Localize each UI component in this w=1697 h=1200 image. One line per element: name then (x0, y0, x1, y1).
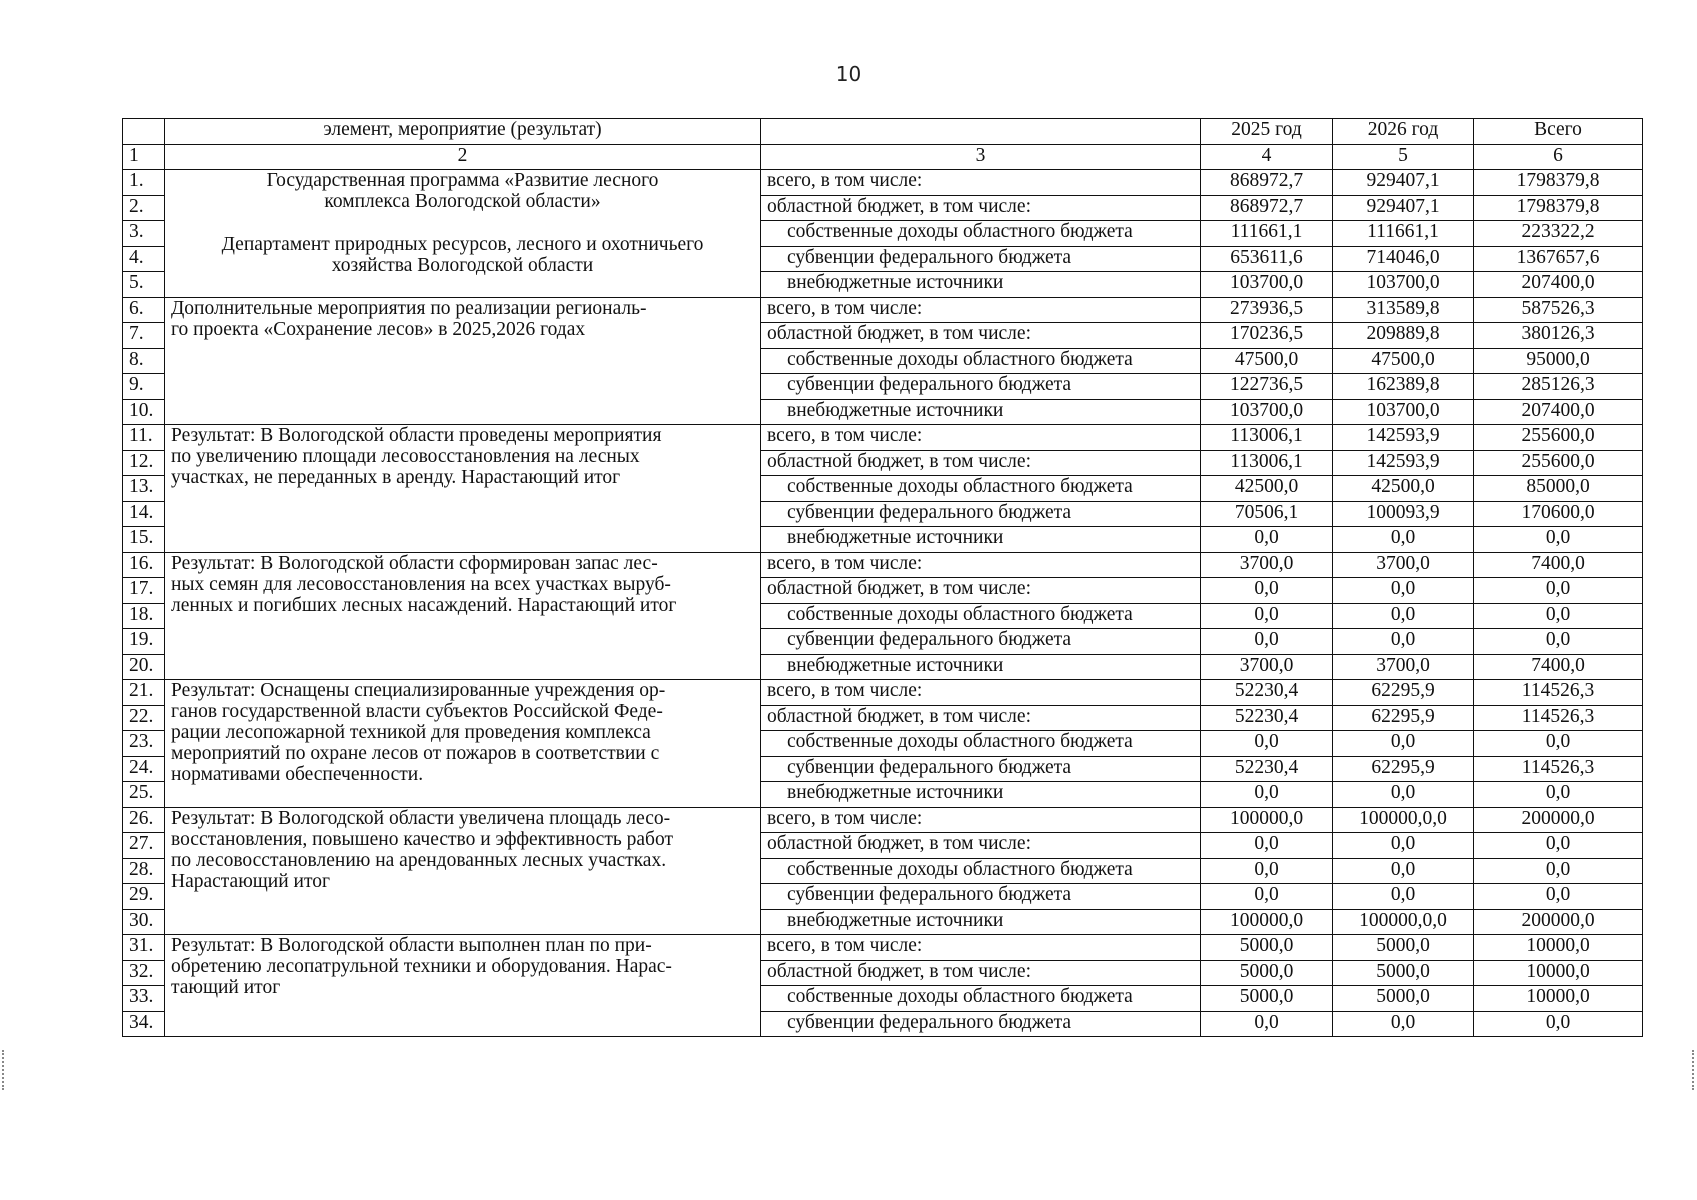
funding-source: внебюджетные источники (761, 654, 1201, 680)
amount-total: 1798379,8 (1474, 195, 1643, 221)
row-number: 10. (123, 399, 165, 425)
amount-2025: 5000,0 (1201, 960, 1333, 986)
row-number: 16. (123, 552, 165, 578)
amount-total: 380126,3 (1474, 323, 1643, 349)
funding-source: областной бюджет, в том числе: (761, 323, 1201, 349)
amount-2026: 142593,9 (1333, 450, 1474, 476)
amount-total: 114526,3 (1474, 756, 1643, 782)
row-number: 13. (123, 476, 165, 502)
amount-2026: 100000,0,0 (1333, 807, 1474, 833)
table-row (123, 297, 1643, 323)
amount-total: 10000,0 (1474, 935, 1643, 961)
funding-source: внебюджетные источники (761, 909, 1201, 935)
amount-total: 114526,3 (1474, 680, 1643, 706)
amount-2025: 5000,0 (1201, 935, 1333, 961)
amount-total: 285126,3 (1474, 374, 1643, 400)
element-text-line: по лесовосстановлению на арендованных лесных участках. (171, 849, 667, 871)
row-number: 5. (123, 272, 165, 298)
amount-2025: 113006,1 (1201, 450, 1333, 476)
amount-2025: 52230,4 (1201, 705, 1333, 731)
amount-2026: 103700,0 (1333, 272, 1474, 298)
element-text-line: тающий итог (171, 977, 281, 998)
amount-2025: 868972,7 (1201, 195, 1333, 221)
element-description (165, 297, 761, 425)
funding-source: внебюджетные источники (761, 399, 1201, 425)
amount-total: 7400,0 (1474, 654, 1643, 680)
amount-2025: 0,0 (1201, 527, 1333, 553)
amount-2025: 653611,6 (1201, 246, 1333, 272)
amount-2025: 5000,0 (1201, 986, 1333, 1012)
amount-2026: 103700,0 (1333, 399, 1474, 425)
amount-2026: 5000,0 (1333, 986, 1474, 1012)
amount-total: 1798379,8 (1474, 170, 1643, 196)
funding-source: всего, в том числе: (761, 935, 1201, 961)
amount-total: 1367657,6 (1474, 246, 1643, 272)
row-number: 19. (123, 629, 165, 655)
row-number: 9. (123, 374, 165, 400)
amount-2026: 0,0 (1333, 527, 1474, 553)
row-number: 30. (123, 909, 165, 935)
header-element-title: элемент, мероприятие (результат) (165, 119, 761, 145)
amount-2025: 0,0 (1201, 603, 1333, 629)
amount-2025: 47500,0 (1201, 348, 1333, 374)
funding-source: всего, в том числе: (761, 425, 1201, 451)
funding-source: субвенции федерального бюджета (761, 246, 1201, 272)
header-col-number-5: 5 (1333, 144, 1474, 170)
scan-edge-mark-left (2, 1050, 8, 1090)
element-description (165, 425, 761, 553)
funding-source: областной бюджет, в том числе: (761, 450, 1201, 476)
amount-2026: 0,0 (1333, 1011, 1474, 1037)
amount-total: 10000,0 (1474, 986, 1643, 1012)
amount-2025: 0,0 (1201, 731, 1333, 757)
row-number: 12. (123, 450, 165, 476)
amount-total: 0,0 (1474, 578, 1643, 604)
row-number: 33. (123, 986, 165, 1012)
element-description (165, 552, 761, 680)
row-number: 28. (123, 858, 165, 884)
amount-2026: 3700,0 (1333, 654, 1474, 680)
table-row (123, 552, 1643, 578)
scan-edge-mark-right (1692, 1050, 1697, 1090)
element-text-line: по увеличению площади лесовосстановления на лесных (171, 446, 640, 467)
amount-2025: 100000,0 (1201, 807, 1333, 833)
element-text-line: ганов государственной власти субъектов Российской Феде- (171, 701, 663, 722)
funding-source: собственные доходы областного бюджета (761, 348, 1201, 374)
amount-2025: 122736,5 (1201, 374, 1333, 400)
row-number: 34. (123, 1011, 165, 1037)
row-number: 23. (123, 731, 165, 757)
table-row (123, 807, 1643, 833)
row-number: 17. (123, 578, 165, 604)
header-row-titles (123, 119, 1643, 145)
amount-2026: 0,0 (1333, 884, 1474, 910)
funding-source: областной бюджет, в том числе: (761, 705, 1201, 731)
element-text-line: Нарастающий итог (171, 870, 330, 892)
amount-2025: 0,0 (1201, 578, 1333, 604)
amount-2025: 0,0 (1201, 1011, 1333, 1037)
funding-source: субвенции федерального бюджета (761, 884, 1201, 910)
row-number: 25. (123, 782, 165, 808)
funding-source: собственные доходы областного бюджета (761, 986, 1201, 1012)
page-number: 10 (835, 62, 862, 86)
row-number: 6. (123, 297, 165, 323)
element-text-line: рации лесопожарной техникой для проведения комплекса (171, 722, 651, 743)
funding-source: собственные доходы областного бюджета (761, 221, 1201, 247)
amount-2026: 0,0 (1333, 731, 1474, 757)
funding-source: собственные доходы областного бюджета (761, 603, 1201, 629)
row-number: 24. (123, 756, 165, 782)
row-number: 26. (123, 807, 165, 833)
element-text-line: Дополнительные мероприятия по реализации региональ- (171, 297, 647, 319)
funding-source: субвенции федерального бюджета (761, 1011, 1201, 1037)
amount-2025: 868972,7 (1201, 170, 1333, 196)
amount-2026: 313589,8 (1333, 297, 1474, 323)
funding-source: областной бюджет, в том числе: (761, 960, 1201, 986)
header-col-number-2: 2 (165, 144, 761, 170)
amount-2026: 3700,0 (1333, 552, 1474, 578)
amount-2025: 0,0 (1201, 884, 1333, 910)
row-number: 27. (123, 833, 165, 859)
funding-source: областной бюджет, в том числе: (761, 833, 1201, 859)
funding-source: собственные доходы областного бюджета (761, 476, 1201, 502)
amount-total: 10000,0 (1474, 960, 1643, 986)
amount-2026: 0,0 (1333, 578, 1474, 604)
amount-total: 114526,3 (1474, 705, 1643, 731)
header-col-number-1: 1 (123, 144, 165, 170)
amount-2026: 929407,1 (1333, 170, 1474, 196)
amount-2025: 113006,1 (1201, 425, 1333, 451)
row-number: 20. (123, 654, 165, 680)
amount-2026: 0,0 (1333, 603, 1474, 629)
element-text-gap (171, 212, 754, 234)
amount-total: 255600,0 (1474, 450, 1643, 476)
amount-2026: 47500,0 (1333, 348, 1474, 374)
amount-2026: 42500,0 (1333, 476, 1474, 502)
amount-2026: 111661,1 (1333, 221, 1474, 247)
table-row (123, 680, 1643, 706)
amount-2026: 929407,1 (1333, 195, 1474, 221)
amount-2026: 62295,9 (1333, 756, 1474, 782)
row-number: 31. (123, 935, 165, 961)
amount-2026: 100093,9 (1333, 501, 1474, 527)
amount-2025: 42500,0 (1201, 476, 1333, 502)
amount-2026: 0,0 (1333, 858, 1474, 884)
header-year-2026: 2026 год (1333, 119, 1474, 145)
funding-source: субвенции федерального бюджета (761, 756, 1201, 782)
amount-2026: 162389,8 (1333, 374, 1474, 400)
amount-2025: 0,0 (1201, 629, 1333, 655)
row-number: 3. (123, 221, 165, 247)
element-text-line: ленных и погибших лесных насаждений. Нарастающий итог (171, 594, 677, 616)
amount-total: 0,0 (1474, 731, 1643, 757)
responsible-department-line: Департамент природных ресурсов, лесного и охотничьего (221, 234, 704, 255)
row-number: 2. (123, 195, 165, 221)
row-number: 22. (123, 705, 165, 731)
amount-2026: 0,0 (1333, 782, 1474, 808)
row-number: 1. (123, 170, 165, 196)
row-number: 11. (123, 425, 165, 451)
amount-total: 0,0 (1474, 629, 1643, 655)
amount-2026: 209889,8 (1333, 323, 1474, 349)
amount-2026: 62295,9 (1333, 705, 1474, 731)
amount-2025: 111661,1 (1201, 221, 1333, 247)
element-text-line: участках, не переданных в аренду. Нарастающий итог (171, 467, 621, 488)
table-row (123, 425, 1643, 451)
amount-total: 200000,0 (1474, 807, 1643, 833)
amount-2026: 62295,9 (1333, 680, 1474, 706)
row-number: 14. (123, 501, 165, 527)
funding-source: всего, в том числе: (761, 552, 1201, 578)
element-text-line: мероприятий по охране лесов от пожаров в соответствии с (171, 743, 660, 764)
amount-total: 223322,2 (1474, 221, 1643, 247)
amount-2026: 0,0 (1333, 629, 1474, 655)
element-text-line: восстановления, повышено качество и эффективность работ (171, 828, 673, 850)
amount-2025: 170236,5 (1201, 323, 1333, 349)
header-row-numbers (123, 144, 1643, 170)
element-text-line: го проекта «Сохранение лесов» в 2025,2026 годах (171, 318, 586, 340)
funding-source: собственные доходы областного бюджета (761, 731, 1201, 757)
funding-source: внебюджетные источники (761, 272, 1201, 298)
amount-total: 95000,0 (1474, 348, 1643, 374)
element-text-line: Результат: В Вологодской области сформирован запас лес- (171, 552, 658, 574)
funding-source: всего, в том числе: (761, 807, 1201, 833)
table-row (123, 170, 1643, 196)
amount-total: 207400,0 (1474, 399, 1643, 425)
amount-total: 207400,0 (1474, 272, 1643, 298)
amount-2026: 142593,9 (1333, 425, 1474, 451)
row-number: 21. (123, 680, 165, 706)
header-total: Всего (1474, 119, 1643, 145)
amount-2025: 100000,0 (1201, 909, 1333, 935)
element-text-line: ных семян для лесовосстановления на всех участках выруб- (171, 573, 671, 595)
amount-2026: 5000,0 (1333, 935, 1474, 961)
amount-total: 0,0 (1474, 527, 1643, 553)
header-source-blank (761, 119, 1201, 145)
amount-total: 85000,0 (1474, 476, 1643, 502)
amount-2026: 5000,0 (1333, 960, 1474, 986)
element-description (165, 935, 761, 1037)
row-number: 15. (123, 527, 165, 553)
element-description (165, 680, 761, 808)
amount-total: 200000,0 (1474, 909, 1643, 935)
amount-total: 0,0 (1474, 858, 1643, 884)
element-text-line: Результат: В Вологодской области выполнен план по при- (171, 935, 652, 956)
amount-total: 170600,0 (1474, 501, 1643, 527)
amount-total: 0,0 (1474, 603, 1643, 629)
element-description (165, 170, 761, 298)
amount-2025: 103700,0 (1201, 272, 1333, 298)
row-number: 29. (123, 884, 165, 910)
funding-source: областной бюджет, в том числе: (761, 578, 1201, 604)
amount-2025: 52230,4 (1201, 756, 1333, 782)
amount-total: 7400,0 (1474, 552, 1643, 578)
row-number: 32. (123, 960, 165, 986)
header-col-number-4: 4 (1201, 144, 1333, 170)
funding-source: субвенции федерального бюджета (761, 374, 1201, 400)
amount-2025: 0,0 (1201, 782, 1333, 808)
funding-source: всего, в том числе: (761, 680, 1201, 706)
funding-source: собственные доходы областного бюджета (761, 858, 1201, 884)
amount-2025: 3700,0 (1201, 654, 1333, 680)
amount-total: 0,0 (1474, 833, 1643, 859)
amount-2026: 0,0 (1333, 833, 1474, 859)
element-description (165, 807, 761, 935)
element-text-line: комплекса Вологодской области» (324, 191, 601, 212)
row-number: 4. (123, 246, 165, 272)
header-col-number-6: 6 (1474, 144, 1643, 170)
row-number: 8. (123, 348, 165, 374)
funding-source: внебюджетные источники (761, 782, 1201, 808)
amount-total: 255600,0 (1474, 425, 1643, 451)
amount-2026: 714046,0 (1333, 246, 1474, 272)
element-text-line: обретению лесопатрульной техники и оборудования. Нарас- (171, 956, 672, 977)
amount-2025: 0,0 (1201, 833, 1333, 859)
element-text-line: Результат: Оснащены специализированные учреждения ор- (171, 680, 666, 701)
row-number: 18. (123, 603, 165, 629)
funding-source: внебюджетные источники (761, 527, 1201, 553)
header-year-2025: 2025 год (1201, 119, 1333, 145)
amount-total: 0,0 (1474, 1011, 1643, 1037)
amount-2025: 103700,0 (1201, 399, 1333, 425)
amount-total: 587526,3 (1474, 297, 1643, 323)
funding-source: областной бюджет, в том числе: (761, 195, 1201, 221)
amount-2025: 3700,0 (1201, 552, 1333, 578)
funding-source: всего, в том числе: (761, 297, 1201, 323)
amount-total: 0,0 (1474, 782, 1643, 808)
header-col-number-3: 3 (761, 144, 1201, 170)
header-num-blank (123, 119, 165, 145)
funding-source: субвенции федерального бюджета (761, 629, 1201, 655)
amount-2025: 52230,4 (1201, 680, 1333, 706)
responsible-department-line: хозяйства Вологодской области (331, 255, 594, 276)
element-text-line: Результат: В Вологодской области увеличена площадь лесо- (171, 807, 671, 829)
amount-total: 0,0 (1474, 884, 1643, 910)
table-row (123, 935, 1643, 961)
element-text-line: нормативами обеспеченности. (171, 764, 424, 785)
funding-source: субвенции федерального бюджета (761, 501, 1201, 527)
funding-source: всего, в том числе: (761, 170, 1201, 196)
element-text-line: Результат: В Вологодской области проведены мероприятия (171, 425, 662, 446)
row-number: 7. (123, 323, 165, 349)
amount-2025: 273936,5 (1201, 297, 1333, 323)
budget-table-body (123, 119, 1643, 1037)
amount-2025: 70506,1 (1201, 501, 1333, 527)
budget-table (122, 118, 1643, 1037)
amount-2025: 0,0 (1201, 858, 1333, 884)
element-text-line: Государственная программа «Развитие лесного (266, 170, 659, 191)
amount-2026: 100000,0,0 (1333, 909, 1474, 935)
